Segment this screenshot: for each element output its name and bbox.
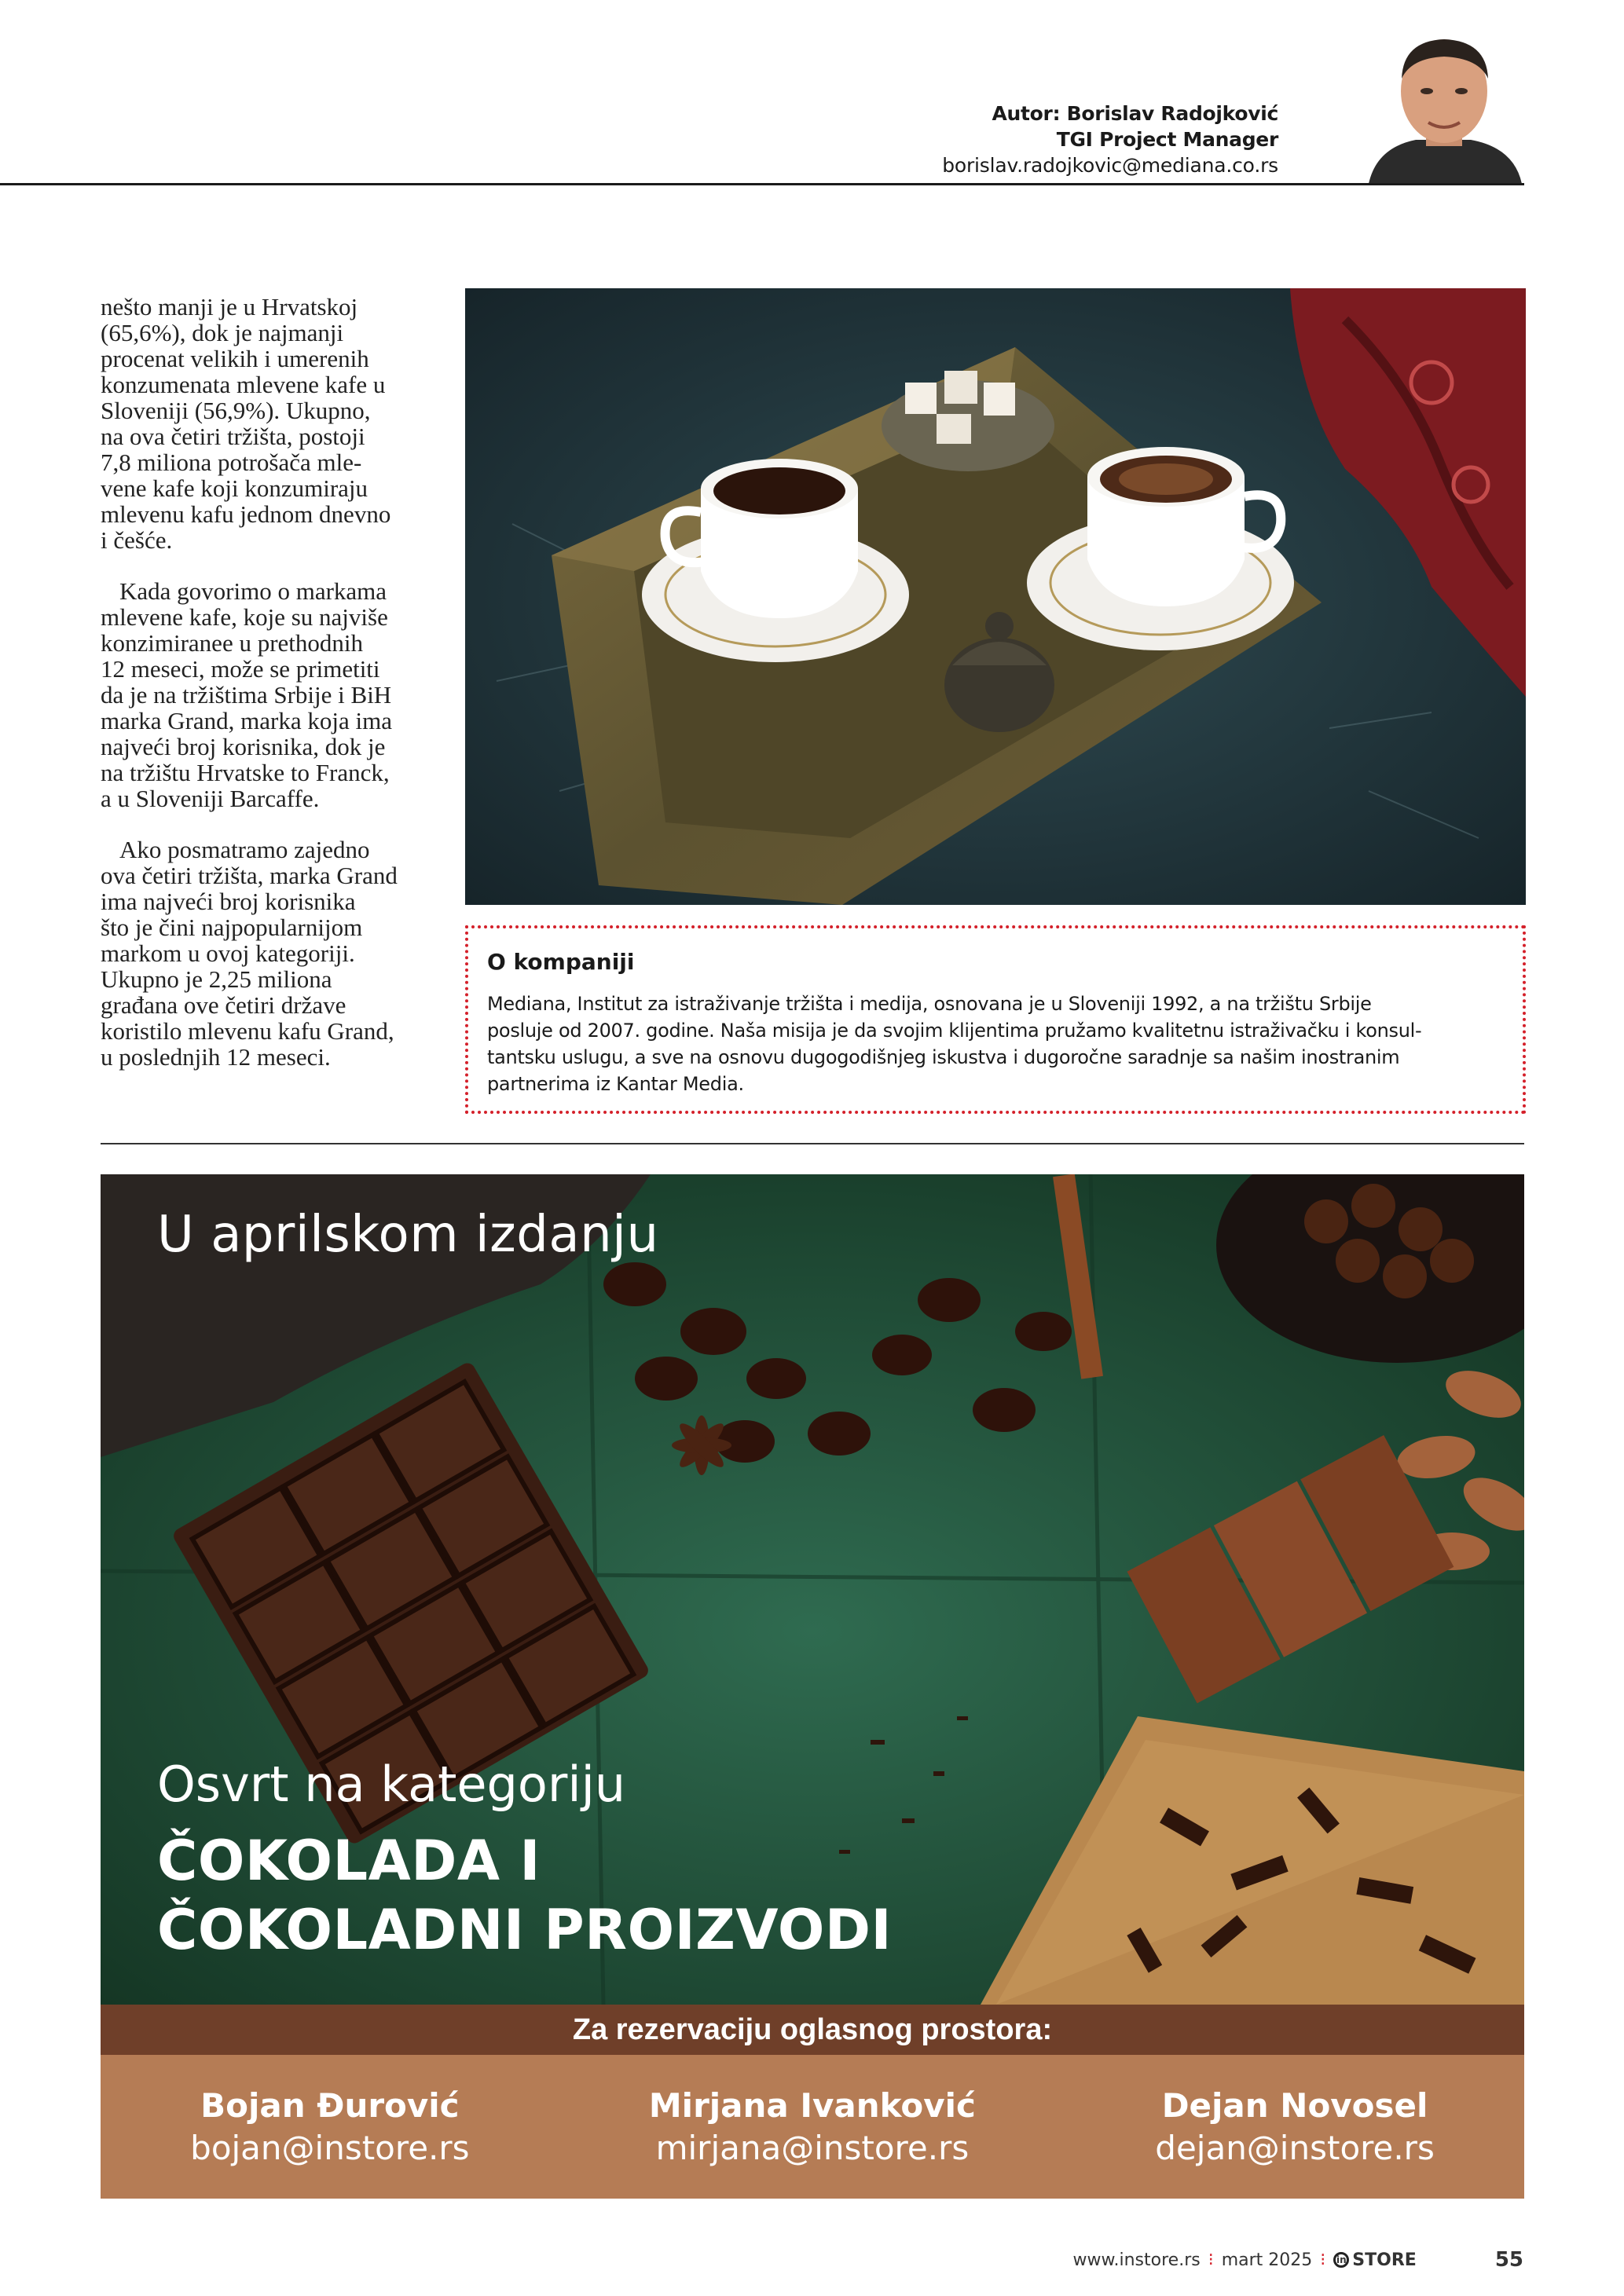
article-line: Ukupno je 2,25 miliona <box>101 965 332 993</box>
article-line: ima najveći broj korisnika <box>101 888 356 915</box>
page-number: 55 <box>1494 2248 1523 2272</box>
article-line: Sloveniji (56,9%). Ukupno, <box>101 397 371 424</box>
article-line: 12 meseci, može se primetiti <box>101 655 380 683</box>
article-line: konzumenata mlevene kafe u <box>101 371 386 398</box>
article-line: Ako posmatramo zajedno <box>119 836 370 863</box>
banner-subtitle: Osvrt na kategoriju <box>157 1756 626 1813</box>
contact-dejan <box>1155 2085 1435 2170</box>
footer-brand <box>1333 2250 1417 2270</box>
article-line: mlevenu kafu jednom dnevno <box>101 500 391 528</box>
article-line: (65,6%), dok je najmanji <box>101 319 344 346</box>
article-line: marka Grand, marka koja ima <box>101 707 392 734</box>
article-line: najveći broj korisnika, dok je <box>101 733 386 760</box>
article-line: koristilo mlevenu kafu Grand, <box>101 1017 394 1045</box>
article-line: nešto manji je u Hrvatskoj <box>101 293 358 320</box>
article-line: na ova četiri tržišta, postoji <box>101 423 365 450</box>
about-line: partnerima iz Kantar Media. <box>487 1073 744 1095</box>
reservation-heading: Za rezervaciju oglasnog prostora: <box>101 2005 1524 2055</box>
about-line: tantsku uslugu, a sve na osnovu dugogodišnjeg iskustva i dugoročne saradnje sa našim inostranim <box>487 1046 1400 1068</box>
author-name: Autor: Borislav Radojković <box>992 102 1278 125</box>
footer-site[interactable]: www.instore.rs <box>1072 2250 1201 2270</box>
contact-name: Bojan Đurović <box>200 2085 460 2125</box>
reservation-contacts <box>101 2055 1524 2199</box>
article-line: i češće. <box>101 526 173 554</box>
article-line: Kada govorimo o markama <box>119 577 387 605</box>
instore-logo-icon: in <box>1333 2252 1349 2268</box>
author-photo <box>1345 30 1543 184</box>
contact-bojan <box>190 2085 469 2170</box>
april-issue-banner <box>101 1174 1524 2005</box>
article-paragraph-3 <box>101 837 446 1070</box>
article-column <box>101 294 446 1070</box>
article-line: da je na tržištima Srbije i BiH <box>101 681 392 709</box>
article-line: ova četiri tržišta, marka Grand <box>101 862 398 889</box>
article-line: u poslednjih 12 meseci. <box>101 1043 331 1071</box>
author-block <box>942 101 1278 178</box>
banner-title-line-2: ČOKOLADNI PROIZVODI <box>157 1898 892 1962</box>
footer-separator: ⁝ <box>1208 2250 1214 2270</box>
footer-brand-name: STORE <box>1352 2250 1417 2270</box>
article-line: što je čini najpopularnijom <box>101 914 363 941</box>
author-role: TGI Project Manager <box>1056 128 1278 151</box>
contact-email[interactable]: mirjana@instore.rs <box>655 2128 970 2167</box>
header-rule <box>0 183 1524 185</box>
article-line: 7,8 miliona potrošača mle- <box>101 449 362 476</box>
article-paragraph-2 <box>101 578 446 811</box>
page-footer <box>1073 2248 1523 2272</box>
contact-mirjana <box>649 2085 976 2170</box>
contact-name: Mirjana Ivanković <box>648 2085 976 2125</box>
contact-email[interactable]: bojan@instore.rs <box>190 2128 470 2167</box>
footer-issue: mart 2025 <box>1221 2250 1313 2270</box>
article-line: vene kafe koji konzumiraju <box>101 474 368 502</box>
banner-kicker: U aprilskom izdanju <box>157 1206 659 1264</box>
about-line: posluje od 2007. godine. Naša misija je da svojim klijentima pružamo kvalitetnu istraživačku i konsul- <box>487 1020 1422 1042</box>
contact-name: Dejan Novosel <box>1161 2085 1428 2125</box>
banner-title-line-1: ČOKOLADA I <box>157 1829 541 1893</box>
article-line: mlevene kafe, koje su najviše <box>101 603 388 631</box>
article-line: a u Sloveniji Barcaffe. <box>101 785 320 812</box>
author-email[interactable]: borislav.radojkovic@mediana.co.rs <box>942 154 1278 177</box>
footer-separator: ⁝ <box>1320 2250 1326 2270</box>
about-heading: O kompaniji <box>487 949 635 975</box>
article-paragraph-1 <box>101 294 446 553</box>
about-text <box>487 991 1523 1097</box>
banner-title <box>157 1826 892 1965</box>
article-line: procenat velikih i umerenih <box>101 345 369 372</box>
article-line: na tržištu Hrvatske to Franck, <box>101 759 390 786</box>
about-company-box <box>465 925 1526 1114</box>
article-line: građana ove četiri države <box>101 991 346 1019</box>
section-rule <box>101 1143 1524 1144</box>
contact-email[interactable]: dejan@instore.rs <box>1155 2128 1435 2167</box>
coffee-photo <box>465 288 1526 905</box>
article-line: markom u ovoj kategoriji. <box>101 939 355 967</box>
article-line: konzimiranee u prethodnih <box>101 629 364 657</box>
about-line: Mediana, Institut za istraživanje tržišta i medija, osnovana je u Sloveniji 1992, a na tržištu Srbije <box>487 993 1372 1015</box>
